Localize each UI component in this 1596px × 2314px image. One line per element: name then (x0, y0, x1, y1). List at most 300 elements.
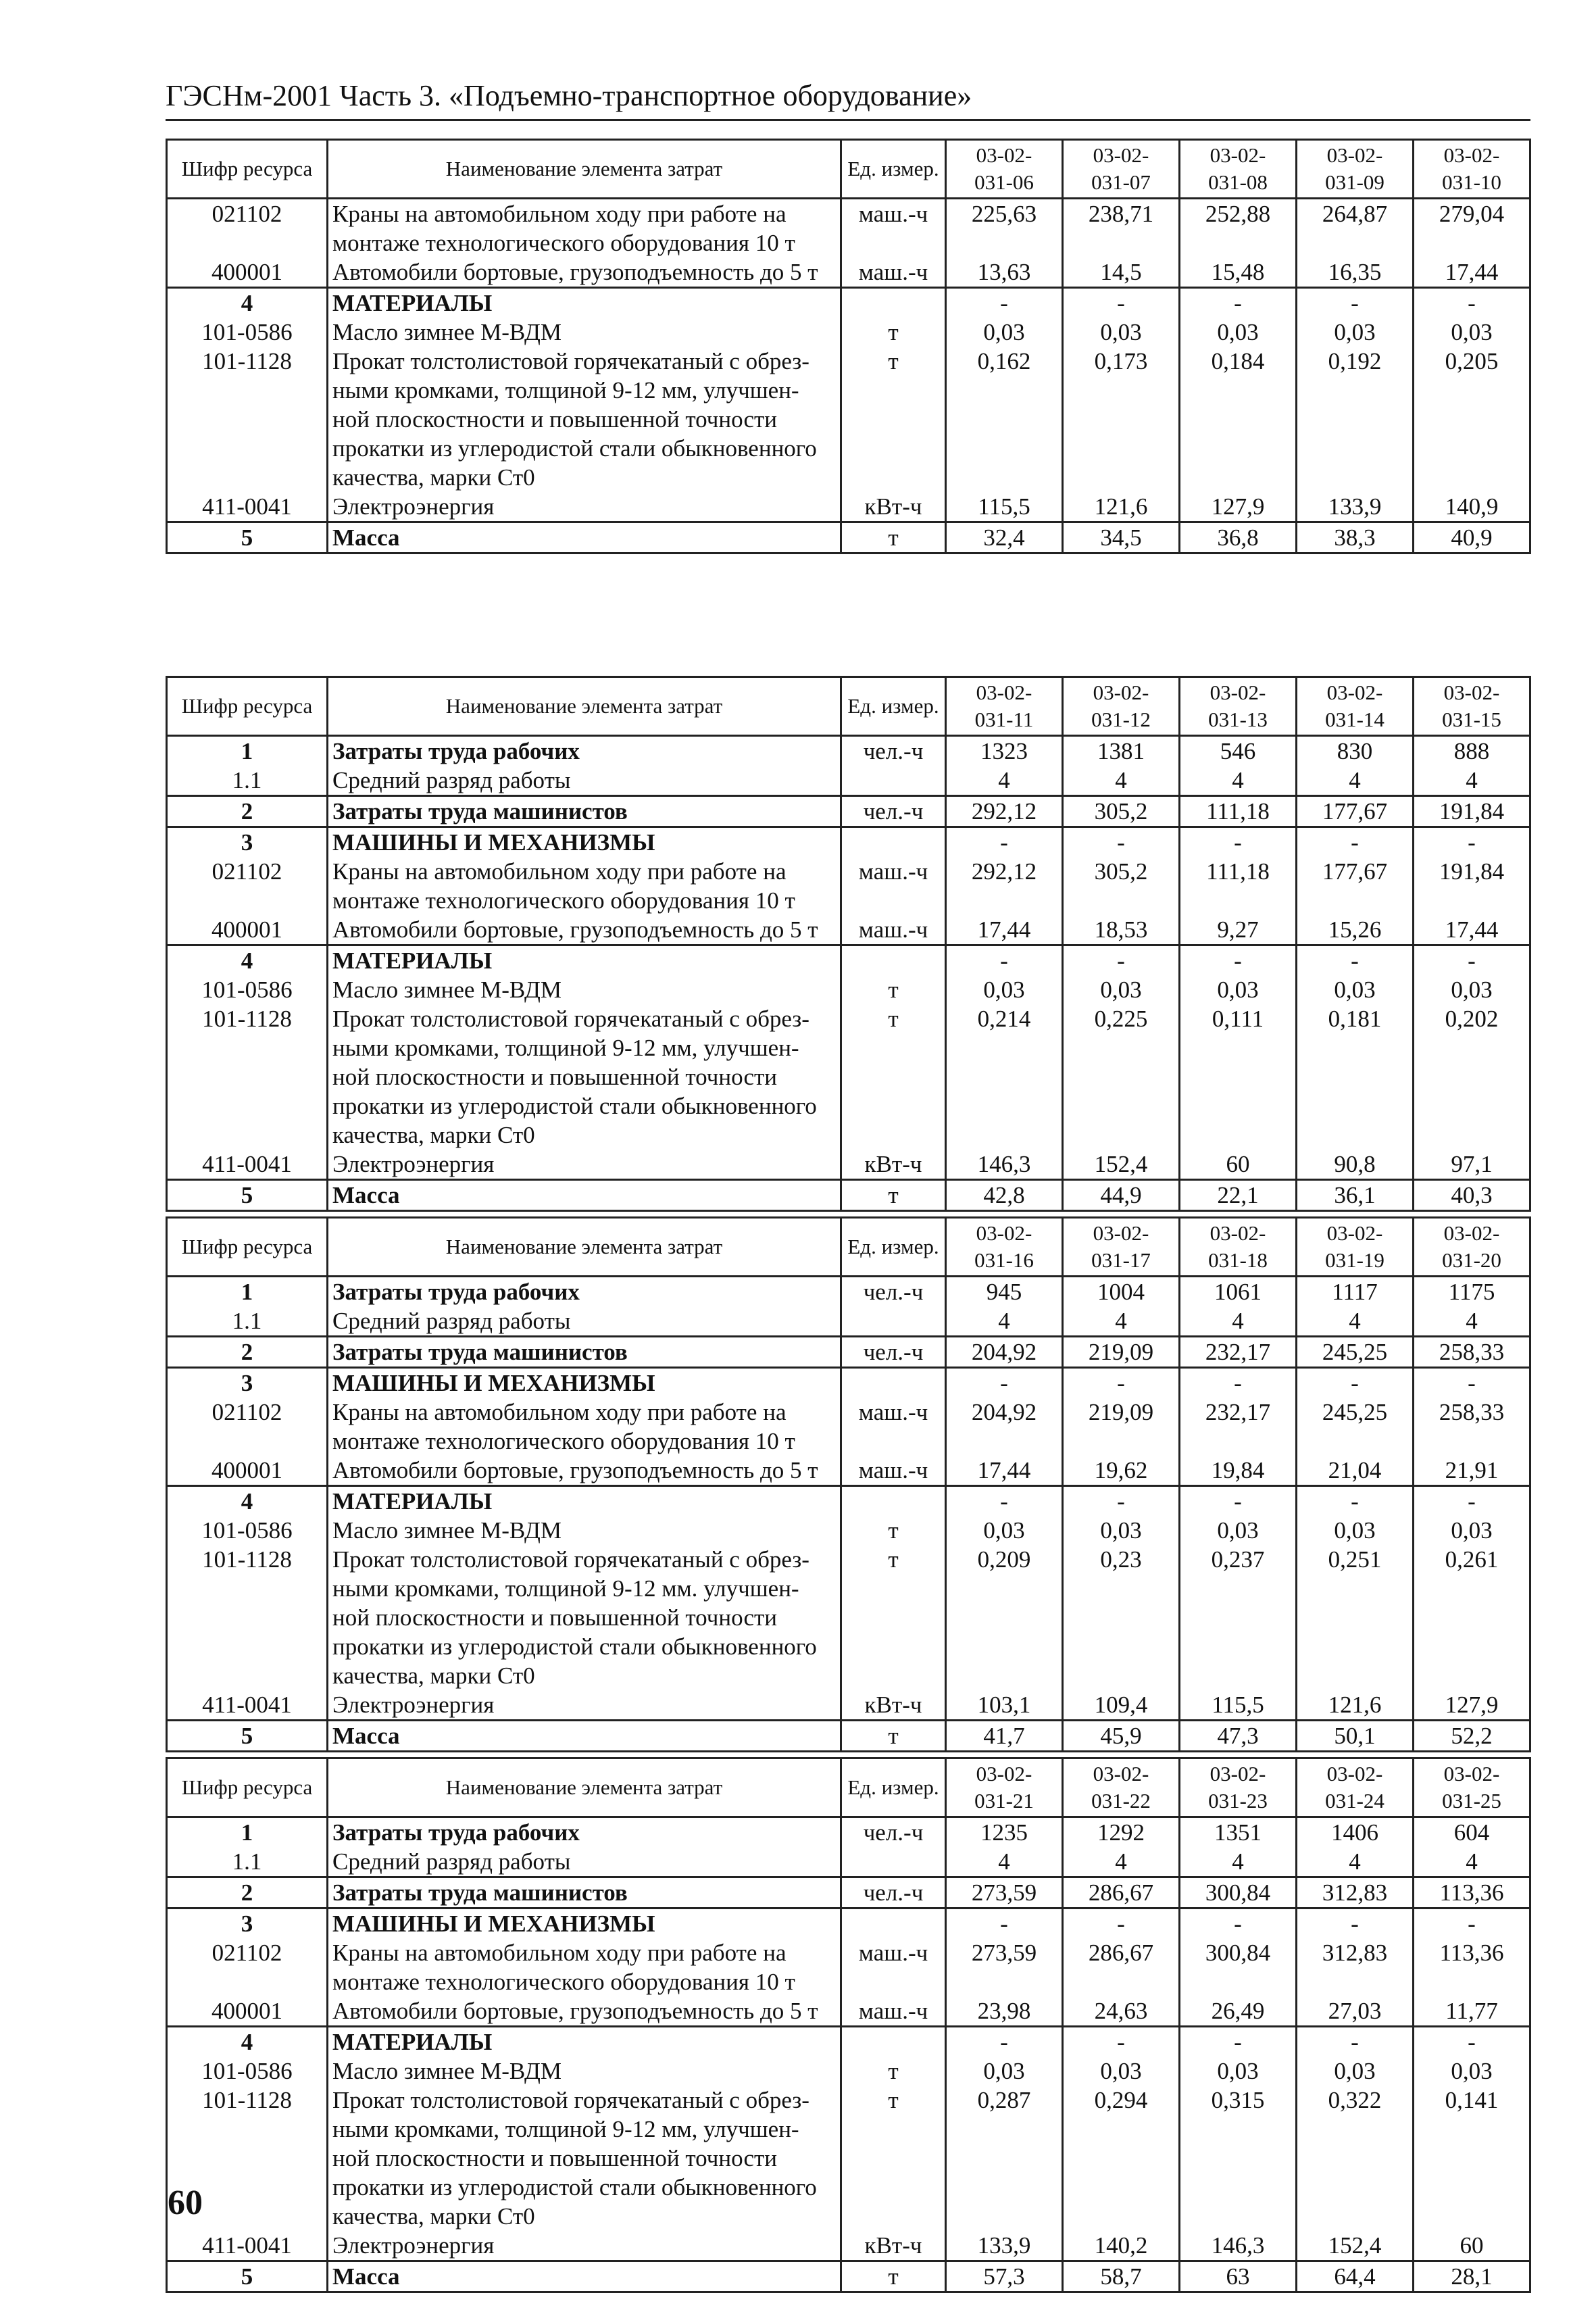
name-line: прокатки из углеродистой стали обыкновенного (332, 2174, 817, 2200)
unit-of-measure (841, 1847, 946, 1877)
norm-value: - (1414, 1486, 1530, 1517)
norm-value: 1381 (1063, 736, 1180, 766)
norm-value: 4 (946, 766, 1063, 796)
unit-of-measure (841, 827, 946, 858)
norm-value: 52,2 (1414, 1721, 1530, 1752)
table-row (167, 857, 1530, 915)
header-resource-code: Шифр ресурса (167, 1758, 328, 1817)
unit-of-measure: маш.-ч (841, 257, 946, 288)
norm-value: 238,71 (1063, 199, 1180, 258)
unit-of-measure: т (841, 347, 946, 492)
norm-value: - (1297, 288, 1414, 318)
table-row (167, 1996, 1530, 2027)
resource-code: 2 (167, 796, 328, 827)
name-line: МАТЕРИАЛЫ (332, 1488, 493, 1515)
unit-of-measure: маш.-ч (841, 199, 946, 258)
resource-code: 021102 (167, 1938, 328, 1996)
name-line: Электроэнергия (332, 2232, 495, 2259)
resource-code: 101-0586 (167, 2057, 328, 2086)
norm-value: 4 (946, 1306, 1063, 1337)
table-row (167, 2057, 1530, 2086)
cost-element-name (328, 2261, 841, 2292)
norm-value: 4 (1414, 1306, 1530, 1337)
resource-code: 4 (167, 2027, 328, 2057)
name-line: Краны на автомобильном ходу при работе на (332, 1940, 787, 1966)
resource-code: 101-0586 (167, 318, 328, 347)
table-row (167, 1877, 1530, 1909)
cost-element-name (328, 1456, 841, 1486)
resource-code: 411-0041 (167, 2231, 328, 2261)
unit-of-measure (841, 945, 946, 976)
norm-value: 0,192 (1297, 347, 1414, 492)
header-norm-code (1180, 1758, 1297, 1817)
norm-value: 0,322 (1297, 2086, 1414, 2231)
norm-code-part: 03-02- (1093, 681, 1149, 704)
table-row (167, 2261, 1530, 2292)
norm-code-part: 03-02- (1210, 681, 1266, 704)
norm-value: 232,17 (1180, 1337, 1297, 1368)
resource-code: 4 (167, 945, 328, 976)
table-row (167, 1004, 1530, 1150)
norm-value: 113,36 (1414, 1877, 1530, 1909)
name-line: Затраты труда машинистов (332, 798, 628, 824)
unit-of-measure: чел.-ч (841, 796, 946, 827)
norm-value: 58,7 (1063, 2261, 1180, 2292)
cost-element-name (328, 1545, 841, 1690)
norm-value: - (1063, 1368, 1180, 1398)
name-line: качества, марки Ст0 (332, 464, 535, 491)
norm-value: 115,5 (946, 492, 1063, 522)
norm-value: 0,225 (1063, 1004, 1180, 1150)
norm-value: 63 (1180, 2261, 1297, 2292)
norm-value: 24,63 (1063, 1996, 1180, 2027)
norm-code-part: 031-10 (1442, 170, 1501, 194)
norm-value: 50,1 (1297, 1721, 1414, 1752)
norm-code-part: 031-17 (1091, 1248, 1151, 1272)
norm-value: 0,205 (1414, 347, 1530, 492)
name-line: монтаже технологического оборудования 10 т (332, 887, 795, 914)
unit-of-measure (841, 1368, 946, 1398)
resource-code: 400001 (167, 1996, 328, 2027)
norm-value: 292,12 (946, 857, 1063, 915)
table-row (167, 288, 1530, 318)
table-row (167, 1545, 1530, 1690)
unit-of-measure: маш.-ч (841, 1398, 946, 1456)
table-row (167, 2086, 1530, 2231)
norm-value: 0,03 (1297, 975, 1414, 1004)
resource-code: 1.1 (167, 1847, 328, 1877)
unit-of-measure: чел.-ч (841, 736, 946, 766)
norm-code-part: 03-02- (1210, 1762, 1266, 1786)
norm-value: 286,67 (1063, 1877, 1180, 1909)
norm-code-part: 031-21 (974, 1789, 1034, 1813)
table-row (167, 347, 1530, 492)
resource-table (166, 1216, 1531, 1752)
resource-code: 5 (167, 1180, 328, 1211)
norm-value: 0,03 (946, 975, 1063, 1004)
name-line: Прокат толстолистовой горячекатаный с обрез- (332, 1006, 809, 1032)
resource-code: 101-1128 (167, 1004, 328, 1150)
norm-value: - (1414, 1909, 1530, 1939)
unit-of-measure: т (841, 2261, 946, 2292)
norm-value: 11,77 (1414, 1996, 1530, 2027)
norm-value: 140,2 (1063, 2231, 1180, 2261)
norm-value: 264,87 (1297, 199, 1414, 258)
resource-code: 021102 (167, 199, 328, 258)
norm-value: 111,18 (1180, 857, 1297, 915)
resource-code: 411-0041 (167, 1150, 328, 1180)
name-line: МАТЕРИАЛЫ (332, 947, 493, 974)
norm-value: - (1297, 1486, 1414, 1517)
norm-value: 40,3 (1414, 1180, 1530, 1211)
resource-code: 400001 (167, 1456, 328, 1486)
header-cost-element: Наименование элемента затрат (328, 140, 841, 199)
norm-value: - (1297, 827, 1414, 858)
name-line: Масло зимнее М-ВДМ (332, 2058, 562, 2084)
name-line: Затраты труда машинистов (332, 1879, 628, 1906)
resource-code: 1.1 (167, 766, 328, 796)
norm-value: 1061 (1180, 1277, 1297, 1307)
header-norm-code (1180, 140, 1297, 199)
name-line: Масса (332, 524, 400, 551)
norm-value: 0,03 (1414, 975, 1530, 1004)
name-line: Прокат толстолистовой горячекатаный с обрез- (332, 1546, 809, 1573)
unit-of-measure: т (841, 1545, 946, 1690)
header-norm-code (1063, 1218, 1180, 1277)
norm-value: 42,8 (946, 1180, 1063, 1211)
norm-code-part: 03-02- (976, 681, 1032, 704)
norm-value: 204,92 (946, 1398, 1063, 1456)
norm-value: 0,03 (1180, 975, 1297, 1004)
name-line: МАТЕРИАЛЫ (332, 2029, 493, 2055)
table-row (167, 1337, 1530, 1368)
norm-value: 0,03 (1414, 318, 1530, 347)
norm-value: 191,84 (1414, 796, 1530, 827)
resource-code: 3 (167, 1909, 328, 1939)
unit-of-measure: т (841, 1004, 946, 1150)
norm-code-part: 03-02- (1093, 1221, 1149, 1245)
norm-value: 13,63 (946, 257, 1063, 288)
norm-value: - (1063, 288, 1180, 318)
cost-element-name (328, 1817, 841, 1848)
norm-code-part: 031-09 (1325, 170, 1385, 194)
norm-code-part: 03-02- (1093, 143, 1149, 167)
norm-value: 90,8 (1297, 1150, 1414, 1180)
cost-element-name (328, 945, 841, 976)
cost-element-name (328, 1690, 841, 1721)
norm-value: 41,7 (946, 1721, 1063, 1752)
norm-value: 0,237 (1180, 1545, 1297, 1690)
cost-element-name (328, 1150, 841, 1180)
norm-value: 4 (1063, 1306, 1180, 1337)
norm-value: 312,83 (1297, 1938, 1414, 1996)
norm-code-part: 03-02- (1326, 1762, 1383, 1786)
norm-value: 115,5 (1180, 1690, 1297, 1721)
cost-element-name (328, 1337, 841, 1368)
header-norm-code (946, 1758, 1063, 1817)
norm-value: 19,62 (1063, 1456, 1180, 1486)
norm-code-part: 03-02- (1210, 143, 1266, 167)
norm-code-part: 031-15 (1442, 708, 1501, 731)
norm-value: 22,1 (1180, 1180, 1297, 1211)
header-resource-code: Шифр ресурса (167, 677, 328, 736)
norm-value: 0,03 (1297, 2057, 1414, 2086)
table-row (167, 1909, 1530, 1939)
header-unit: Ед. измер. (841, 1758, 946, 1817)
norm-value: 97,1 (1414, 1150, 1530, 1180)
resource-code: 411-0041 (167, 1690, 328, 1721)
resource-code: 411-0041 (167, 492, 328, 522)
norm-value: 44,9 (1063, 1180, 1180, 1211)
name-line: Прокат толстолистовой горячекатаный с обрез- (332, 348, 809, 374)
unit-of-measure: т (841, 2057, 946, 2086)
resource-code: 1.1 (167, 1306, 328, 1337)
norm-value: 225,63 (946, 199, 1063, 258)
name-line: Электроэнергия (332, 1692, 495, 1718)
name-line: прокатки из углеродистой стали обыкновенного (332, 1633, 817, 1660)
table-row (167, 318, 1530, 347)
norm-value: 300,84 (1180, 1938, 1297, 1996)
header-unit: Ед. измер. (841, 140, 946, 199)
norm-value: 305,2 (1063, 796, 1180, 827)
header-unit: Ед. измер. (841, 1218, 946, 1277)
norm-value: 4 (1180, 1847, 1297, 1877)
cost-element-name (328, 1721, 841, 1752)
name-line: Масса (332, 1182, 400, 1208)
resource-code: 4 (167, 1486, 328, 1517)
resource-code: 400001 (167, 257, 328, 288)
norm-value: 0,202 (1414, 1004, 1530, 1150)
norm-value: 127,9 (1414, 1690, 1530, 1721)
norm-code-part: 03-02- (1326, 681, 1383, 704)
table-row (167, 827, 1530, 858)
norm-code-part: 031-06 (974, 170, 1034, 194)
header-norm-code (946, 1218, 1063, 1277)
resource-code: 1 (167, 736, 328, 766)
resource-code: 101-0586 (167, 1516, 328, 1545)
norm-value: 34,5 (1063, 522, 1180, 553)
norm-code-part: 031-24 (1325, 1789, 1385, 1813)
name-line: МАШИНЫ И МЕХАНИЗМЫ (332, 829, 655, 856)
header-norm-code (1297, 1218, 1414, 1277)
header-resource-code: Шифр ресурса (167, 1218, 328, 1277)
norm-value: 305,2 (1063, 857, 1180, 915)
norm-value: 888 (1414, 736, 1530, 766)
table-row (167, 1817, 1530, 1848)
cost-element-name (328, 2231, 841, 2261)
norm-value: 17,44 (1414, 915, 1530, 945)
cost-element-name (328, 1486, 841, 1517)
norm-value: 245,25 (1297, 1337, 1414, 1368)
cost-element-name (328, 1877, 841, 1909)
cost-element-name (328, 1004, 841, 1150)
norm-value: 121,6 (1063, 492, 1180, 522)
norm-value: 1235 (946, 1817, 1063, 1848)
norm-code-part: 03-02- (1093, 1762, 1149, 1786)
norm-code-part: 031-22 (1091, 1789, 1151, 1813)
norm-value: 28,1 (1414, 2261, 1530, 2292)
name-line: Затраты труда рабочих (332, 1279, 580, 1305)
norm-value: 4 (1297, 1847, 1414, 1877)
norm-value: 64,4 (1297, 2261, 1414, 2292)
table-row (167, 257, 1530, 288)
cost-element-name (328, 857, 841, 915)
norm-value: 1351 (1180, 1817, 1297, 1848)
resource-code: 3 (167, 827, 328, 858)
norm-value: 4 (946, 1847, 1063, 1877)
norm-value: 300,84 (1180, 1877, 1297, 1909)
resource-code: 400001 (167, 915, 328, 945)
norm-value: 4 (1180, 1306, 1297, 1337)
name-line: Затраты труда рабочих (332, 738, 580, 764)
cost-element-name (328, 318, 841, 347)
norm-value: 0,03 (946, 2057, 1063, 2086)
header-cost-element: Наименование элемента затрат (328, 1218, 841, 1277)
norm-code-part: 031-13 (1208, 708, 1268, 731)
norm-value: 0,141 (1414, 2086, 1530, 2231)
norm-value: 177,67 (1297, 857, 1414, 915)
name-line: Масло зимнее М-ВДМ (332, 977, 562, 1003)
norm-value: - (1414, 1368, 1530, 1398)
cost-element-name (328, 736, 841, 766)
norm-value: 273,59 (946, 1877, 1063, 1909)
name-line: ными кромками, толщиной 9-12 мм, улучшен- (332, 1035, 799, 1061)
resource-table (166, 676, 1531, 1212)
norm-value: 19,84 (1180, 1456, 1297, 1486)
table-row (167, 1486, 1530, 1517)
norm-value: 111,18 (1180, 796, 1297, 827)
norm-code-part: 031-11 (974, 708, 1034, 731)
norm-value: 0,03 (1180, 318, 1297, 347)
norm-value: 103,1 (946, 1690, 1063, 1721)
table-row (167, 1690, 1530, 1721)
cost-element-name (328, 2027, 841, 2057)
norm-value: 273,59 (946, 1938, 1063, 1996)
name-line: качества, марки Ст0 (332, 1122, 535, 1148)
norm-value: - (1297, 945, 1414, 976)
norm-value: 0,03 (1063, 2057, 1180, 2086)
norm-value: 0,03 (946, 1516, 1063, 1545)
norm-code-part: 03-02- (1443, 1762, 1500, 1786)
name-line: Автомобили бортовые, грузоподъемность до 5 т (332, 916, 818, 943)
norm-value: - (946, 1909, 1063, 1939)
norm-value: 140,9 (1414, 492, 1530, 522)
norm-code-part: 03-02- (1443, 681, 1500, 704)
name-line: монтаже технологического оборудования 10 т (332, 1969, 795, 1995)
unit-of-measure: чел.-ч (841, 1277, 946, 1307)
norm-value: - (1180, 288, 1297, 318)
norm-value: 1004 (1063, 1277, 1180, 1307)
unit-of-measure: кВт-ч (841, 492, 946, 522)
norm-value: 286,67 (1063, 1938, 1180, 1996)
resource-code: 2 (167, 1337, 328, 1368)
unit-of-measure (841, 766, 946, 796)
table-row (167, 2027, 1530, 2057)
name-line: Прокат толстолистовой горячекатаный с обрез- (332, 2087, 809, 2113)
table-row (167, 766, 1530, 796)
table-row (167, 522, 1530, 553)
norm-value: 4 (1063, 766, 1180, 796)
norm-code-part: 031-07 (1091, 170, 1151, 194)
unit-of-measure: маш.-ч (841, 915, 946, 945)
norm-value: 60 (1414, 2231, 1530, 2261)
norm-value: 4 (1414, 1847, 1530, 1877)
norm-value: - (946, 945, 1063, 976)
name-line: качества, марки Ст0 (332, 1663, 535, 1689)
norm-code-part: 03-02- (1443, 1221, 1500, 1245)
norm-value: 1323 (946, 736, 1063, 766)
norm-value: 0,03 (1297, 318, 1414, 347)
norm-code-part: 03-02- (1326, 1221, 1383, 1245)
norm-code-part: 031-19 (1325, 1248, 1385, 1272)
norm-value: 0,03 (1063, 975, 1180, 1004)
table-row (167, 1398, 1530, 1456)
name-line: Электроэнергия (332, 493, 495, 520)
norm-value: 21,91 (1414, 1456, 1530, 1486)
table-header-row (167, 140, 1530, 199)
name-line: Автомобили бортовые, грузоподъемность до 5 т (332, 259, 818, 285)
norm-value: 0,03 (1063, 1516, 1180, 1545)
table-row (167, 1277, 1530, 1307)
norm-value: 38,3 (1297, 522, 1414, 553)
norm-value: 113,36 (1414, 1938, 1530, 1996)
table-row (167, 1456, 1530, 1486)
table-row (167, 199, 1530, 258)
cost-element-name (328, 2057, 841, 2086)
norm-value: 45,9 (1063, 1721, 1180, 1752)
cost-element-name (328, 975, 841, 1004)
norm-value: 36,1 (1297, 1180, 1414, 1211)
norm-value: 18,53 (1063, 915, 1180, 945)
norm-value: - (946, 1486, 1063, 1517)
name-line: Масса (332, 1723, 400, 1749)
cost-element-name (328, 766, 841, 796)
resource-code: 5 (167, 2261, 328, 2292)
unit-of-measure (841, 1909, 946, 1939)
norm-value: 546 (1180, 736, 1297, 766)
resource-code: 1 (167, 1817, 328, 1848)
norm-value: 0,214 (946, 1004, 1063, 1150)
name-line: монтаже технологического оборудования 10 т (332, 1428, 795, 1454)
norm-value: - (1414, 2027, 1530, 2057)
norm-code-part: 031-08 (1208, 170, 1268, 194)
resource-code: 2 (167, 1877, 328, 1909)
resource-table (166, 1757, 1531, 2293)
header-norm-code (946, 140, 1063, 199)
norm-value: 1175 (1414, 1277, 1530, 1307)
unit-of-measure: маш.-ч (841, 857, 946, 915)
table-row (167, 945, 1530, 976)
resource-code: 5 (167, 522, 328, 553)
unit-of-measure: чел.-ч (841, 1337, 946, 1368)
norm-value: - (1180, 1909, 1297, 1939)
name-line: ной плоскостности и повышенной точности (332, 1064, 778, 1090)
norm-value: 23,98 (946, 1996, 1063, 2027)
norm-value: 14,5 (1063, 257, 1180, 288)
cost-element-name (328, 1996, 841, 2027)
norm-value: 0,03 (1180, 2057, 1297, 2086)
norm-value: - (1297, 2027, 1414, 2057)
norm-value: 1117 (1297, 1277, 1414, 1307)
norm-value: 32,4 (946, 522, 1063, 553)
unit-of-measure: т (841, 1516, 946, 1545)
unit-of-measure (841, 1306, 946, 1337)
norm-value: 60 (1180, 1150, 1297, 1180)
header-norm-code (1297, 677, 1414, 736)
norm-value: - (946, 1368, 1063, 1398)
norm-value: 121,6 (1297, 1690, 1414, 1721)
norm-value: 17,44 (1414, 257, 1530, 288)
